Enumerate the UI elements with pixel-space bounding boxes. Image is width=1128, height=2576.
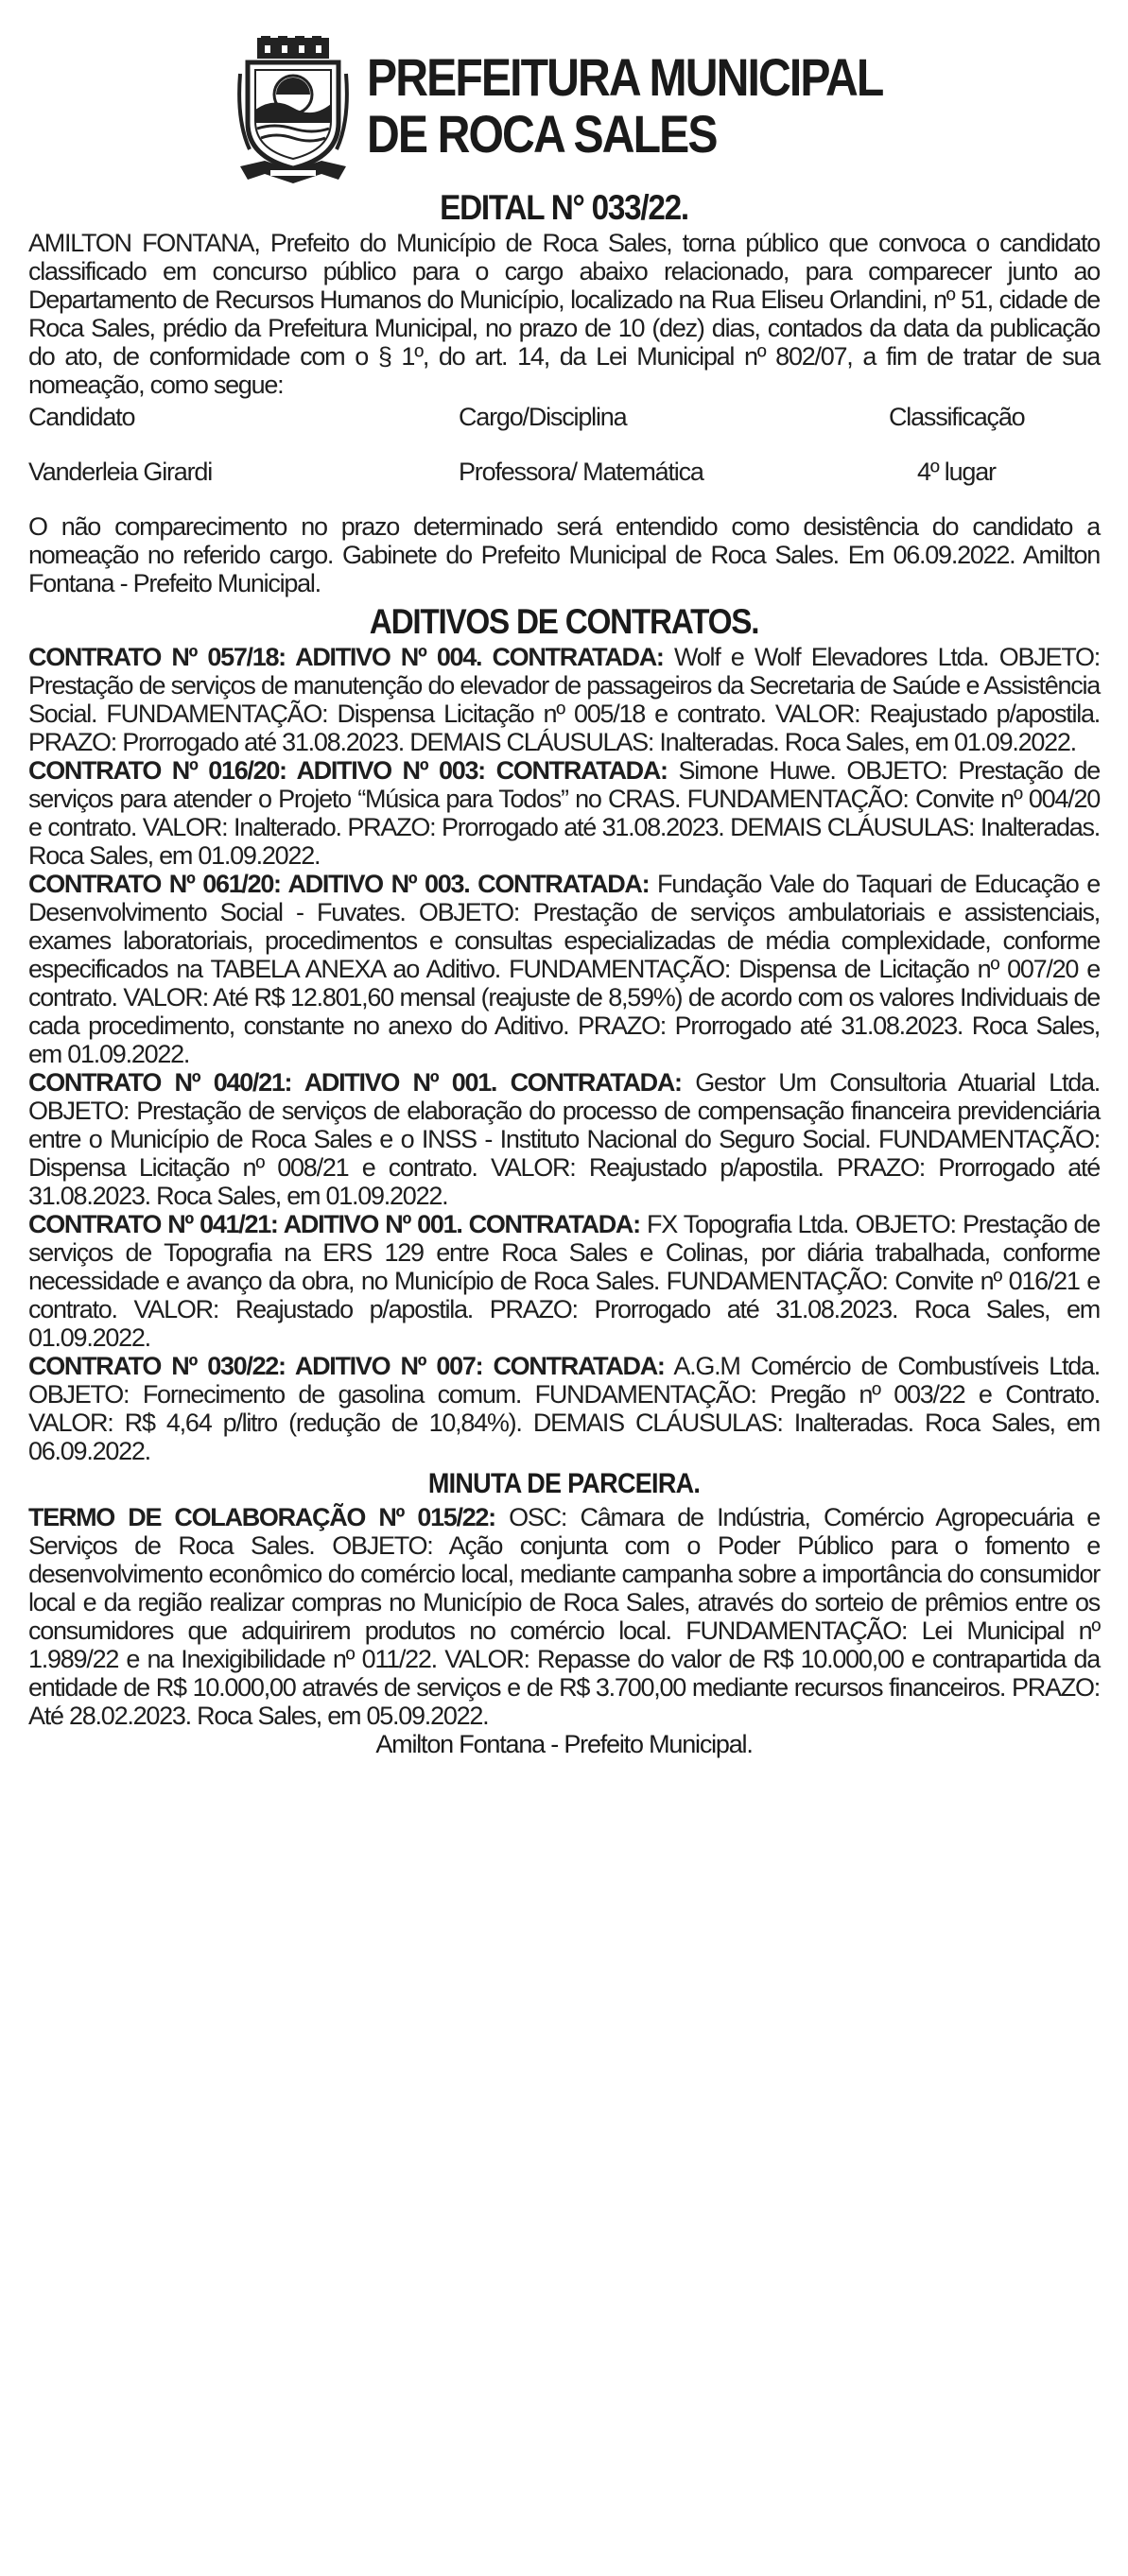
candidate-table <box>28 403 1100 512</box>
termo-colaboracao <box>28 1503 1100 1730</box>
org-title <box>367 49 882 163</box>
contract-body: Wolf e Wolf Elevadores Ltda. OBJETO: Prestação de serviços de manutenção do elevador de passageiros da Secretaria de Saúde e Assistência Social. FUNDAMENTAÇÃO: Dispensa Licitação nº 005/18 e contrato. VALOR: Reajustado p/apostila. PRAZO: Prorrogado até 31.08.2023. DEMAIS CLÁUSULAS: Inalteradas. Roca Sales, em 01.09.2022. <box>28 643 1100 756</box>
document-content <box>28 187 1100 1758</box>
edital-intro: AMILTON FONTANA, Prefeito do Município de Roca Sales, torna público que convoca o candidato classificado em concurso público para o cargo abaixo relacionado, para comparecer junto ao Departamento de Recursos Humanos do Município, localizado na Rua Eliseu Orlandini, nº 51, cidade de Roca Sales, prédio da Prefeitura Municipal, no prazo de 10 (dez) dias, contados da data da publicação do ato, de conformidade com o § 1º, do art. 14, da Lei Municipal nº 802/07, a fim de tratar de sua nomeação, como segue: <box>28 229 1100 399</box>
coat-of-arms-icon <box>236 36 350 187</box>
contract-item <box>28 1352 1100 1465</box>
header-candidato: Candidato <box>28 403 135 431</box>
contract-heading: CONTRATO Nº 030/22: ADITIVO Nº 007: CONTRATADA: <box>28 1352 665 1380</box>
contract-item <box>28 643 1100 756</box>
contract-heading: CONTRATO Nº 016/20: ADITIVO Nº 003: CONTRATADA: <box>28 756 668 785</box>
aditivos-title: ADITIVOS DE CONTRATOS. <box>369 602 759 641</box>
contract-heading: CONTRATO Nº 057/18: ADITIVO Nº 004. CONTRATADA: <box>28 643 664 671</box>
header-cargo: Cargo/Disciplina <box>459 403 627 431</box>
org-title-line2: DE ROCA SALES <box>367 104 717 164</box>
edital-closing: O não comparecimento no prazo determinado será entendido como desistência do candidato a nomeação no referido cargo. Gabinete do Prefeito Municipal de Roca Sales. Em 06.09.2022. Amilton Fontana - Prefeito Municipal. <box>28 512 1100 597</box>
contract-body: Fundação Vale do Taquari de Educação e Desenvolvimento Social - Fuvates. OBJETO: Prestação de serviços ambulatoriais e assistenciais, exames laboratoriais, procedimentos e consultas especializadas de média complexidade, conforme especificados na TABELA ANEXA ao Aditivo. FUNDAMENTAÇÃO: Dispensa de Licitação nº 007/20 e contrato. VALOR: Até R$ 12.801,60 mensal (reajuste de 8,59%) de acordo com os valores Individuais de cada procedimento, constante no anexo do Aditivo. PRAZO: Prorrogado até 31.08.2023. Roca Sales, em 01.09.2022. <box>28 870 1100 1068</box>
contract-body: FX Topografia Ltda. OBJETO: Prestação de serviços de Topografia na ERS 129 entre Roca Sales e Colinas, por diária trabalhada, conforme necessidade e avanço da obra, no Município de Roca Sales. FUNDAMENTAÇÃO: Convite nº 016/21 e contrato. VALOR: Reajustado p/apostila. PRAZO: Prorrogado até 31.08.2023. Roca Sales, em 01.09.2022. <box>28 1210 1100 1352</box>
contract-item <box>28 1210 1100 1352</box>
cell-cargo: Professora/ Matemática <box>459 458 703 486</box>
header-classificacao: Classificação <box>889 403 1025 431</box>
contract-heading: CONTRATO Nº 061/20: ADITIVO Nº 003. CONTRATADA: <box>28 870 650 898</box>
org-title-line1: PREFEITURA MUNICIPAL <box>367 47 883 107</box>
signature: Amilton Fontana - Prefeito Municipal. <box>375 1730 753 1758</box>
table-row <box>28 458 1100 512</box>
edital-title: EDITAL N° 033/22. <box>440 188 688 227</box>
contract-body: A.G.M Comércio de Combustíveis Ltda. OBJETO: Fornecimento de gasolina comum. FUNDAMENTAÇÃO: Pregão nº 003/22 e Contrato. VALOR: R$ 4,64 p/litro (redução de 10,84%). DEMAIS CLÁUSULAS: Inalteradas. Roca Sales, em 06.09.2022. <box>28 1352 1100 1465</box>
contract-item <box>28 1068 1100 1210</box>
contract-body: Simone Huwe. OBJETO: Prestação de serviços para atender o Projeto “Música para Todos” no CRAS. FUNDAMENTAÇÃO: Convite nº 004/20 e contrato. VALOR: Inalterado. PRAZO: Prorrogado até 31.08.2023. DEMAIS CLÁUSULAS: Inalteradas. Roca Sales, em 01.09.2022. <box>28 756 1100 870</box>
contract-item <box>28 756 1100 870</box>
minuta-title: MINUTA DE PARCEIRA. <box>427 1468 701 1499</box>
contract-heading: CONTRATO Nº 040/21: ADITIVO Nº 001. CONTRATADA: <box>28 1068 682 1097</box>
contract-item <box>28 870 1100 1068</box>
cell-classificacao: 4º lugar <box>917 458 996 486</box>
termo-body: OSC: Câmara de Indústria, Comércio Agropecuária e Serviços de Roca Sales. OBJETO: Ação conjunta com o Poder Público para o fomento e desenvolvimento econômico do comércio local, mediante campanha sobre a importância do consumidor local e da região realizar compras no Município de Roca Sales, através do sorteio de prêmios entre os consumidores que adquirirem produtos no comércio local. FUNDAMENTAÇÃO: Lei Municipal nº 1.989/22 e na Inexigibilidade nº 011/22. VALOR: Repasse do valor de R$ 10.000,00 e contrapartida da entidade de R$ 10.000,00 através de serviços e de R$ 3.700,00 mediante recursos financeiros. PRAZO: Até 28.02.2023. Roca Sales, em 05.09.2022. <box>28 1503 1100 1730</box>
contract-heading: CONTRATO Nº 041/21: ADITIVO Nº 001. CONTRATADA: <box>28 1210 640 1238</box>
contract-body: Gestor Um Consultoria Atuarial Ltda. OBJETO: Prestação de serviços de elaboração do processo de compensação financeira previdenciária entre o Município de Roca Sales e o INSS - Instituto Nacional do Seguro Social. FUNDAMENTAÇÃO: Dispensa Licitação nº 008/21 e contrato. VALOR: Reajustado p/apostila. PRAZO: Prorrogado até 31.08.2023. Roca Sales, em 01.09.2022. <box>28 1068 1100 1210</box>
candidate-table-header <box>28 403 1100 458</box>
masthead <box>236 36 898 187</box>
termo-heading: TERMO DE COLABORAÇÃO Nº 015/22: <box>28 1503 495 1531</box>
cell-candidato: Vanderleia Girardi <box>28 458 213 486</box>
